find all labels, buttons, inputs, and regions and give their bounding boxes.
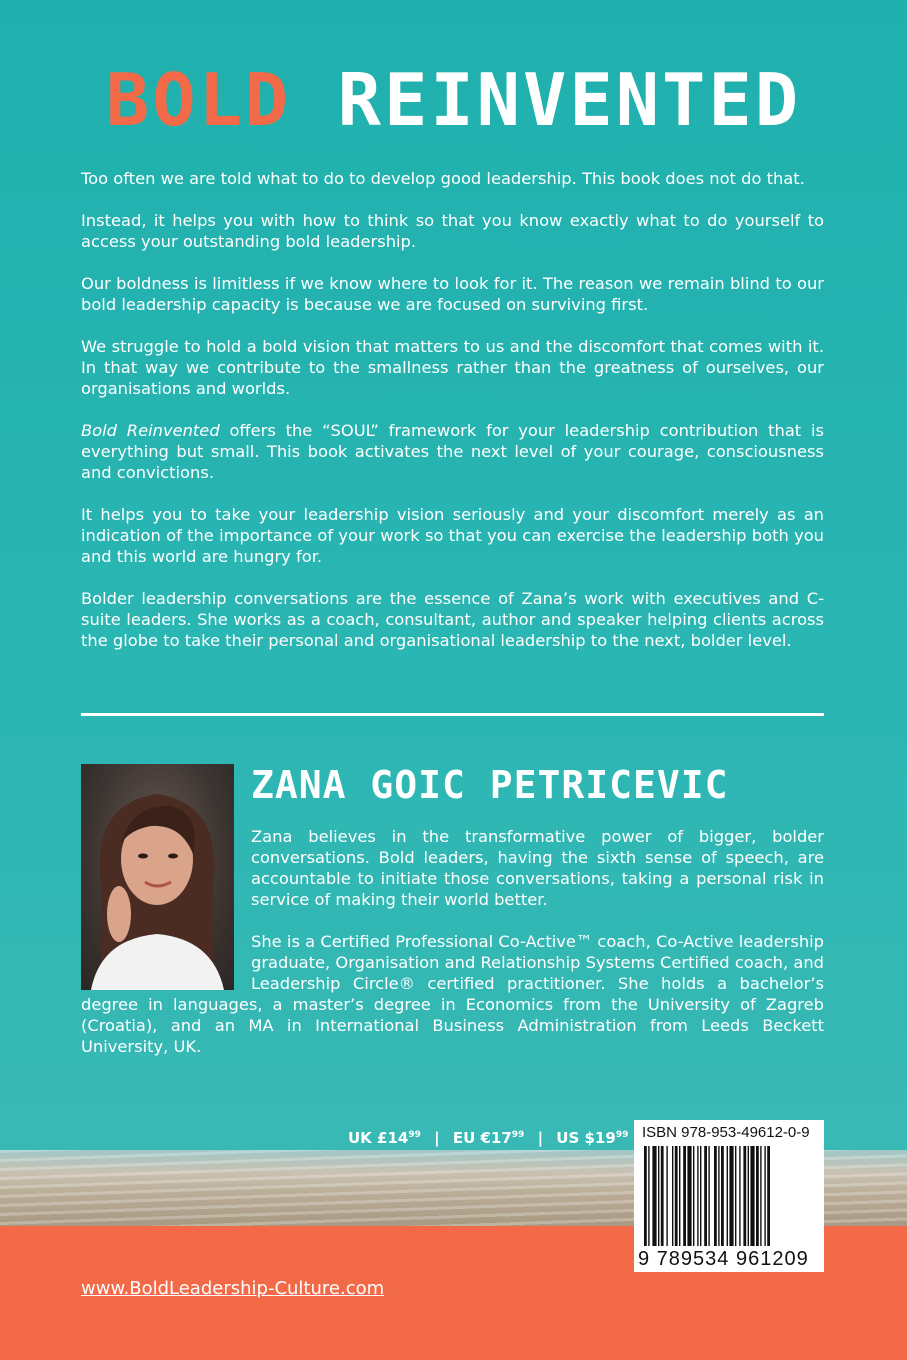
barcode-bar — [739, 1146, 740, 1246]
barcode-bar — [652, 1146, 656, 1246]
barcode-bar — [683, 1146, 686, 1246]
author-name: ZANA GOIC PETRICEVIC — [251, 763, 729, 807]
barcode-bar — [644, 1146, 647, 1246]
blurb-book-title-italic: Bold Reinvented — [81, 421, 220, 440]
price-us: US $\$19^{99}$ — [556, 1129, 629, 1147]
barcode-bar — [714, 1146, 717, 1246]
website-link[interactable]: www.BoldLeadership-Culture.com — [81, 1278, 385, 1299]
blurb-paragraph-5 — [81, 420, 824, 483]
price-eu: EU $€17^{99}$ — [452, 1129, 525, 1147]
barcode-bar — [708, 1146, 709, 1246]
isbn-barcode — [634, 1120, 824, 1272]
barcode-digits: 9 789534 961209 — [638, 1248, 809, 1270]
barcode-bar — [658, 1146, 659, 1246]
barcode-bar — [721, 1146, 724, 1246]
barcode-bar — [735, 1146, 736, 1246]
blurb-paragraph-3: Our boldness is limitless if we know where to look for it. The reason we remain blind to our bold leadership capacity is because we are focused on surviving first. — [81, 274, 824, 314]
barcode-bar — [687, 1146, 691, 1246]
author-bio-paragraph-2: She is a Certified Professional Co-Active™ coach, Co-Active leadership graduate, Organisation and Relationship Systems Certified coach, and Leadership Circle® certified practitioner. She holds a bachelor’s degree in languages, a master’s degree in Economics from the University of Zagreb (Croatia), and an MA in International Business Administration from Leeds Beckett University, UK. — [81, 932, 824, 1056]
author-bio — [81, 826, 824, 1078]
barcode-bar — [764, 1146, 765, 1246]
barcode-bar — [750, 1146, 754, 1246]
barcode-bar — [743, 1146, 746, 1246]
barcode-bar — [727, 1146, 728, 1246]
barcode-bar — [767, 1146, 770, 1246]
isbn-number: ISBN 978-953-49612-0-9 — [642, 1124, 810, 1141]
barcode-bar — [700, 1146, 701, 1246]
book-title — [0, 58, 907, 142]
price-uk: UK $£14^{99}$ — [348, 1129, 421, 1147]
barcode-bar — [756, 1146, 759, 1246]
barcode-bar — [679, 1146, 680, 1246]
blurb-paragraph-4: We struggle to hold a bold vision that matters to us and the discomfort that comes with it. In that way we contribute to the smallness rather than the greatness of ourselves, our organisations and worlds. — [81, 337, 824, 398]
price-separator: | — [537, 1129, 544, 1147]
title-accent-word: BOLD — [105, 58, 292, 142]
barcode-bar — [693, 1146, 694, 1246]
barcode-bars — [644, 1146, 814, 1246]
book-blurb — [81, 168, 824, 672]
barcode-bar — [748, 1146, 749, 1246]
photo-wrap-spacer — [81, 826, 251, 994]
barcode-bar — [697, 1146, 698, 1246]
barcode-bar — [661, 1146, 664, 1246]
blurb-paragraph-1: Too often we are told what to do to develop good leadership. This book does not do that. — [81, 169, 805, 188]
section-divider — [81, 713, 824, 716]
price-separator: | — [434, 1129, 440, 1147]
blurb-paragraph-6: It helps you to take your leadership vision seriously and your discomfort merely as an indication of the importance of your work so that you can exercise the leadership both you and this world are hungry for. — [81, 505, 824, 566]
barcode-bar — [760, 1146, 761, 1246]
barcode-bar — [704, 1146, 707, 1246]
barcode-bar — [729, 1146, 733, 1246]
author-bio-paragraph-1: Zana believes in the transformative power of bigger, bolder conversations. Bold leaders, having the sixth sense of speech, are accountable to initiate those conversations, taking a personal risk in service of making their world better. — [251, 827, 824, 909]
title-rest-word: REINVENTED — [337, 58, 802, 142]
barcode-bar — [666, 1146, 667, 1246]
blurb-paragraph-7: Bolder leadership conversations are the essence of Zana’s work with executives and C-suite leaders. She works as a coach, consultant, author and speaker helping clients across the globe to take their personal and organisational leadership to the next, bolder level. — [81, 589, 824, 650]
price-list — [348, 1124, 628, 1149]
barcode-bar — [675, 1146, 678, 1246]
barcode-bar — [718, 1146, 719, 1246]
barcode-bar — [672, 1146, 673, 1246]
barcode-bar — [648, 1146, 649, 1246]
blurb-paragraph-2: Instead, it helps you with how to think so that you know exactly what to do yourself to access your outstanding bold leadership. — [81, 211, 824, 251]
blurb-paragraph-5-text: offers the “SOUL” framework for your leadership contribution that is everything but small. This book activates the next level of your courage, consciousness and convictions. — [81, 421, 824, 482]
